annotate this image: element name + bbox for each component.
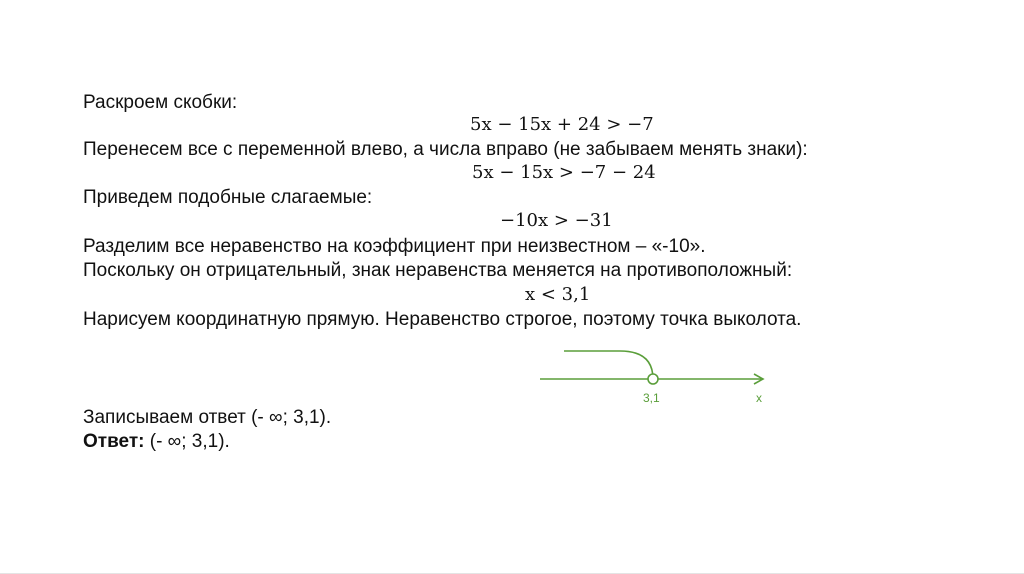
answer-line bbox=[83, 431, 230, 453]
text-line-expand-brackets: Раскроем скобки: bbox=[83, 92, 238, 113]
formula-expanded: 5x − 15x + 24 > −7 bbox=[470, 114, 654, 135]
point-label: 3,1 bbox=[643, 391, 660, 405]
axis-label: x bbox=[756, 391, 762, 405]
solution-arc bbox=[564, 351, 653, 379]
text-line-divide: Разделим все неравенство на коэффициент при неизвестном – «-10». bbox=[83, 236, 706, 257]
open-point bbox=[648, 374, 658, 384]
formula-moved: 5x − 15x > −7 − 24 bbox=[472, 162, 656, 183]
answer-value: (- ∞; 3,1). bbox=[144, 431, 230, 452]
text-line-sign-change: Поскольку он отрицательный, знак неравенства меняется на противоположный: bbox=[83, 260, 793, 281]
text-line-combine-terms: Приведем подобные слагаемые: bbox=[83, 187, 373, 208]
text-line-write-answer: Записываем ответ (- ∞; 3,1). bbox=[83, 407, 332, 428]
answer-label: Ответ: bbox=[83, 431, 145, 452]
formula-result: x < 3,1 bbox=[525, 284, 591, 305]
text-line-draw-line: Нарисуем координатную прямую. Неравенство строгое, поэтому точка выколота. bbox=[83, 309, 802, 330]
formula-combined: −10x > −31 bbox=[500, 210, 613, 231]
number-line-diagram bbox=[530, 340, 780, 410]
text-line-move-terms: Перенесем все с переменной влево, а числа вправо (не забываем менять знаки): bbox=[83, 139, 808, 160]
